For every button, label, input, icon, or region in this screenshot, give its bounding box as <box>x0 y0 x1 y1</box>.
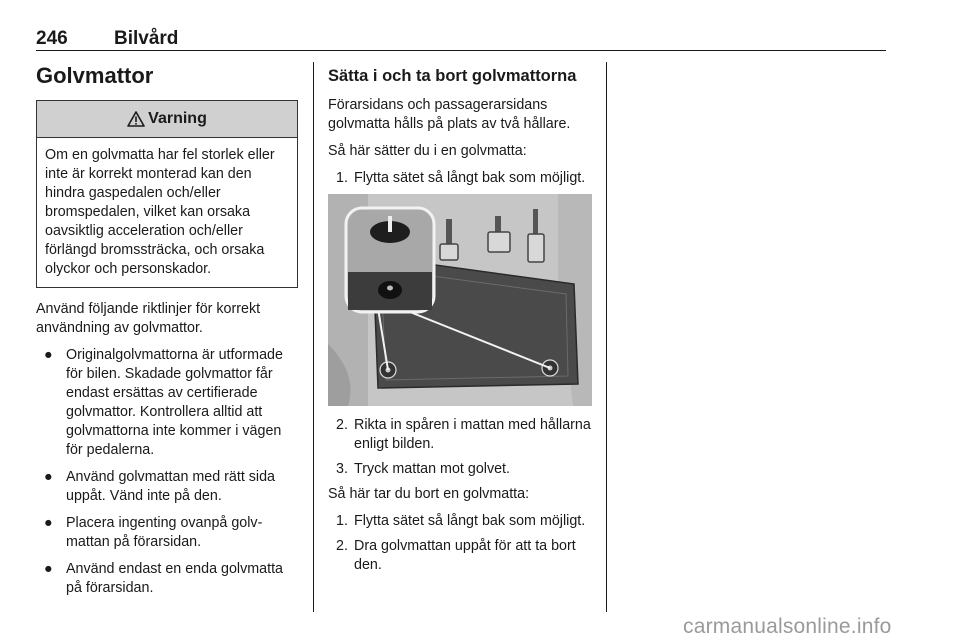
retainer-paragraph: Förarsidans och passagerarsidans golvmatta hålls på plats av två hållare. <box>328 97 571 132</box>
warning-text: Om en golvmatta har fel storlek eller inte är korrekt monterad kan den hindra gaspedalen och/eller bromspedalen, vilket kan orsaka oavsiktlig acceleration och/eller förlängd bromssträcka, och orsaka olyckor och personskador. <box>45 147 275 277</box>
page-number: 246 <box>36 28 68 49</box>
warning-box <box>36 100 298 288</box>
bullet-icon: ● <box>44 347 53 363</box>
bullet-icon: ● <box>44 515 53 531</box>
column-install-remove <box>328 66 596 581</box>
page-title: Golvmattor <box>36 63 154 88</box>
list-item: 2. Dra golvmattan uppåt för att ta bort den. <box>336 538 576 573</box>
list-item: ● Använd endast en enda golvmatta på förarsidan. <box>44 561 283 596</box>
list-item: 1. Flytta sätet så långt bak som möjligt. <box>336 170 586 186</box>
page-header <box>36 28 886 52</box>
list-item: 3. Tryck mattan mot golvet. <box>336 461 510 477</box>
warning-header <box>37 101 297 138</box>
column-divider <box>313 62 314 612</box>
list-item: 1. Flytta sätet så långt bak som möjligt. <box>336 513 586 529</box>
warning-triangle-icon <box>127 111 145 127</box>
list-item: ● Originalgolvmattorna är utformade för bilen. Skadade golvmattor får endast ersättas av certifierade golvmattor. Kontrollera alltid att golvmattorna inte kommer i vägen för pedalerna. <box>44 347 283 458</box>
bullet-icon: ● <box>44 469 53 485</box>
warning-label: Varning <box>148 110 207 127</box>
insert-steps-part2 <box>328 416 596 479</box>
guideline-list <box>36 346 298 598</box>
remove-steps <box>328 512 596 575</box>
list-item: ● Använd golvmattan med rätt sida uppåt. Vänd inte på den. <box>44 469 276 504</box>
list-item: ● Placera ingenting ovanpå golvmattan på förarsidan. <box>44 515 263 550</box>
column-floor-mats <box>36 62 298 606</box>
header-rule <box>36 50 886 51</box>
section-title: Bilvård <box>114 28 179 49</box>
guidelines-intro: Använd följande riktlinjer för korrekt användning av golvmattor. <box>36 301 261 336</box>
floor-mat-illustration <box>328 194 592 406</box>
watermark: carmanualsonline.info <box>683 615 892 638</box>
bullet-icon: ● <box>44 561 53 577</box>
section-heading: Sätta i och ta bort golvmattorna <box>328 67 577 85</box>
floor-mat-drawing <box>328 194 592 406</box>
list-item: 2. Rikta in spåren i mattan med hållarna enligt bilden. <box>336 417 591 452</box>
insert-intro: Så här sätter du i en golvmatta: <box>328 143 527 159</box>
insert-steps-part1 <box>328 169 596 188</box>
remove-intro: Så här tar du bort en golvmatta: <box>328 486 530 502</box>
column-divider <box>606 62 607 612</box>
